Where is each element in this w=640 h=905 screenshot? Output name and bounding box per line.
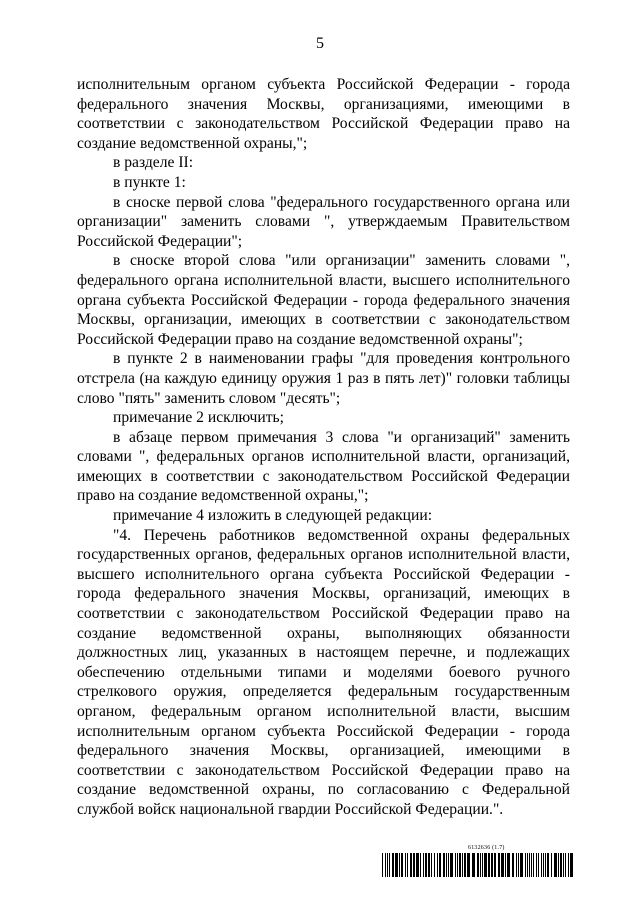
paragraph: в абзаце первом примечания 3 слова "и организаций" заменить словами ", федеральных органов исполнительной власти, организаций, имеющих в соответствии с законодательством Российской Федерации право на создание ведомственной охраны,"; [77,428,570,505]
paragraph: в сноске первой слова "федерального государственного органа или организации" заменить словами ", утверждаемым Правительством Российской Федерации"; [77,193,570,250]
barcode [382,853,574,877]
paragraph: в пункте 2 в наименовании графы "для проведения контрольного отстрела (на каждую единицу оружия 1 раз в пять лет)" головки таблицы слово "пять" заменить словом "десять"; [77,350,570,407]
paragraph: в разделе II: [113,154,194,172]
document-code: 6132636 (1.7) [468,845,505,851]
page-number: 5 [316,35,324,52]
paragraph: примечание 2 исключить; [113,409,284,427]
paragraph: в сноске второй слова "или организации" заменить словами ", федерального органа исполнительной власти, высшего исполнительного органа субъекта Российской Федерации - города федерального значения Москвы, организации, имеющих в соответствии с законодательством Российской Федерации право на создание ведомственной охраны"; [77,252,570,348]
paragraph: "4. Перечень работников ведомственной охраны федеральных государственных органов, федеральных органов исполнительной власти, высшего исполнительного органа субъекта Российской Федерации - города федерального значения Москвы, организаций, имеющих в соответствии с законодательством Российской Федерации право на создание ведомственной охраны, выполняющих обязанности должностных лиц, указанных в настоящем перечне, и подлежащих обеспечению отдельными типами и моделями боевого ручного стрелкового оружия, определяется федеральным государственным органом, федеральным органом исполнительной власти, высшим исполнительным органом субъекта Российской Федерации - города федерального значения Москвы, организацией, имеющими в соответствии с законодательством Российской Федерации право на создание ведомственной охраны, по согласованию с Федеральной службой войск национальной гвардии Российской Федерации.". [77,526,570,818]
paragraph: примечание 4 изложить в следующей редакции: [113,507,433,525]
document-body [77,75,570,820]
paragraph: в пункте 1: [113,173,186,191]
paragraph: исполнительным органом субъекта Российской Федерации - города федерального значения Москвы, организациями, имеющими в соответствии с законодательством Российской Федерации право на создание ведомственной охраны,"; [77,76,570,152]
